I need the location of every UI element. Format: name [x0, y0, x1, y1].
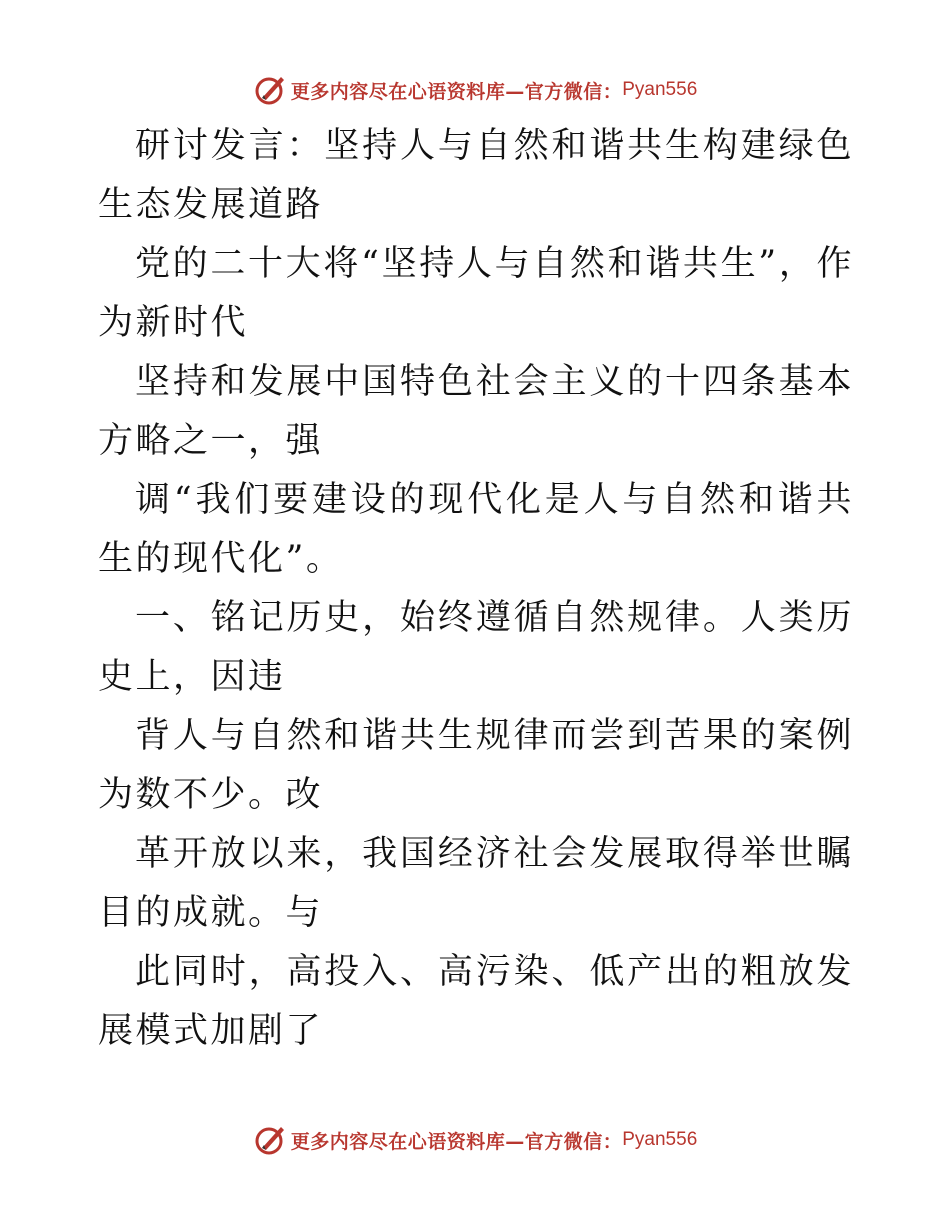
paragraph: 调“我们要建设的现代化是人与自然和谐共生的现代化”。	[98, 480, 854, 579]
paragraph: 一、铭记历史，始终遵循自然规律。人类历史上，因违	[98, 598, 854, 697]
header-banner-id: Pyan556	[622, 79, 698, 100]
paragraph: 党的二十大将“坚持人与自然和谐共生”，作为新时代	[98, 244, 854, 343]
paragraph: 背人与自然和谐共生规律而尝到苦果的案例为数不少。改	[98, 716, 854, 815]
paragraph: 此同时，高投入、高污染、低产出的粗放发展模式加剧了	[98, 952, 854, 1051]
paragraph: 坚持和发展中国特色社会主义的十四条基本方略之一，强	[98, 362, 854, 461]
paragraph: 革开放以来，我国经济社会发展取得举世瞩目的成就。与	[98, 834, 854, 933]
footer-banner-id: Pyan556	[622, 1129, 698, 1150]
quill-logo-icon	[253, 1123, 287, 1157]
footer-banner-text: 更多内容尽在心语资料库—官方微信：	[290, 1130, 623, 1153]
footer-banner	[0, 1120, 950, 1160]
document-body	[98, 117, 854, 1061]
quill-logo-icon	[253, 73, 287, 107]
header-banner-text: 更多内容尽在心语资料库—官方微信：	[290, 80, 623, 103]
paragraph: 研讨发言：坚持人与自然和谐共生构建绿色生态发展道路	[98, 126, 854, 225]
header-banner	[0, 70, 950, 110]
